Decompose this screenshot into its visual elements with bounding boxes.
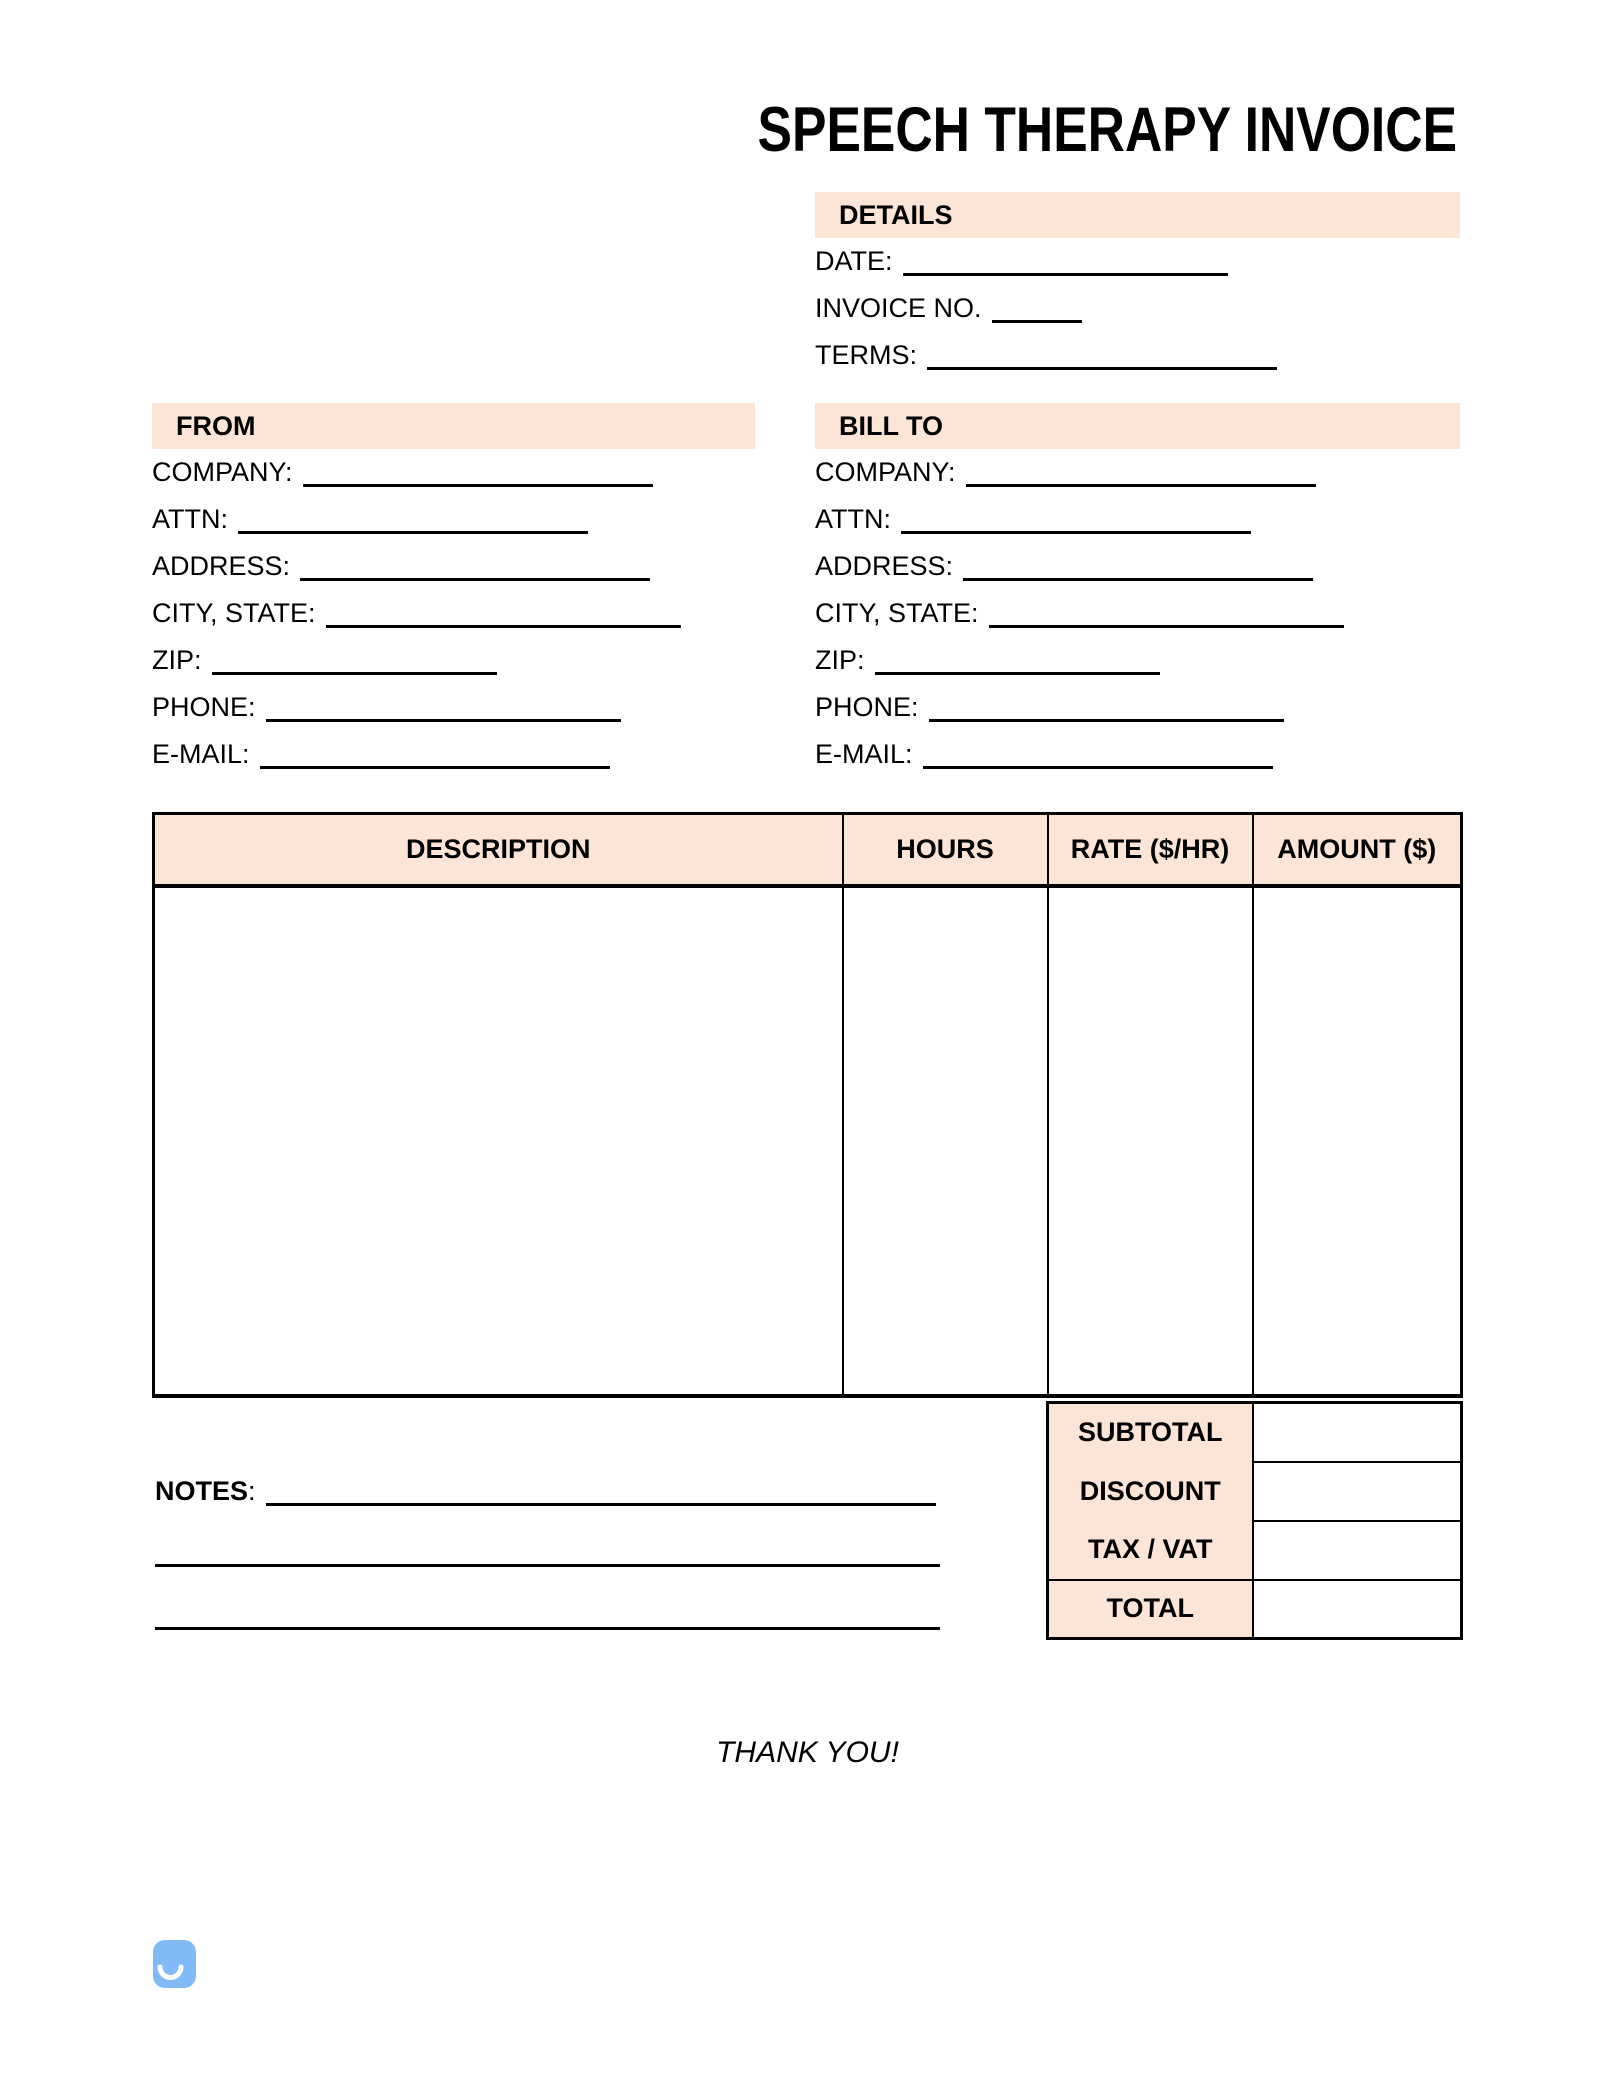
- bill-to-address-fill-line: [963, 577, 1313, 581]
- details-field-invoice-no: [815, 285, 1460, 332]
- page-title: SPEECH THERAPY INVOICE: [757, 95, 1457, 165]
- summary-label-total: TOTAL: [1048, 1580, 1253, 1639]
- bill-to-phone-fill-line: [929, 718, 1284, 722]
- bill-to-company-label: COMPANY:: [815, 457, 956, 487]
- details-field-date: [815, 238, 1460, 285]
- summary-row-discount: [1048, 1462, 1462, 1521]
- notes-separator: :: [248, 1476, 256, 1506]
- summary-value-total: [1253, 1580, 1462, 1639]
- notes-fill-line-2: [155, 1564, 940, 1567]
- summary-label-subtotal: SUBTOTAL: [1048, 1403, 1253, 1462]
- items-cell-rate: [1048, 886, 1253, 1396]
- bill-to-zip-label: ZIP:: [815, 645, 865, 675]
- from-field-phone: [152, 684, 755, 731]
- terms-label: TERMS:: [815, 340, 918, 370]
- date-fill-line: [903, 272, 1228, 276]
- thank-you-text: THANK YOU!: [716, 1736, 899, 1769]
- bill-to-city-state-label: CITY, STATE:: [815, 598, 979, 628]
- notes-field: [155, 1468, 936, 1515]
- from-attn-fill-line: [238, 530, 588, 534]
- items-table: [152, 812, 1463, 1398]
- summary-value-tax-vat: [1253, 1521, 1462, 1580]
- items-cell-hours: [843, 886, 1048, 1396]
- bill-to-attn-label: ATTN:: [815, 504, 891, 534]
- from-field-address: [152, 543, 755, 590]
- from-field-attn: [152, 496, 755, 543]
- notes-fill-line-1: [266, 1502, 936, 1506]
- bill-to-email-fill-line: [923, 765, 1273, 769]
- from-phone-label: PHONE:: [152, 692, 256, 722]
- from-city-state-label: CITY, STATE:: [152, 598, 316, 628]
- from-city-state-fill-line: [326, 624, 681, 628]
- bill-to-header: BILL TO: [815, 403, 1460, 449]
- bill-to-field-city-state: [815, 590, 1460, 637]
- from-address-label: ADDRESS:: [152, 551, 291, 581]
- bill-to-phone-label: PHONE:: [815, 692, 919, 722]
- items-cell-amount: [1253, 886, 1462, 1396]
- summary-row-subtotal: [1048, 1403, 1462, 1462]
- bill-to-field-address: [815, 543, 1460, 590]
- details-field-terms: [815, 332, 1460, 379]
- from-company-fill-line: [303, 483, 653, 487]
- items-table-empty-row: [154, 886, 1462, 1396]
- bill-to-city-state-fill-line: [989, 624, 1344, 628]
- bill-to-field-attn: [815, 496, 1460, 543]
- from-field-city-state: [152, 590, 755, 637]
- notes-label: NOTES: [155, 1476, 249, 1506]
- bill-to-attn-fill-line: [901, 530, 1251, 534]
- summary-table: [1046, 1401, 1463, 1640]
- bill-to-email-label: E-MAIL:: [815, 739, 913, 769]
- smile-logo-icon: [153, 1940, 196, 1988]
- from-company-label: COMPANY:: [152, 457, 293, 487]
- from-zip-fill-line: [212, 671, 497, 675]
- bill-to-company-fill-line: [966, 483, 1316, 487]
- summary-value-discount: [1253, 1462, 1462, 1521]
- from-address-fill-line: [300, 577, 650, 581]
- summary-value-subtotal: [1253, 1403, 1462, 1462]
- bill-to-field-phone: [815, 684, 1460, 731]
- details-header: DETAILS: [815, 192, 1460, 238]
- summary-label-discount: DISCOUNT: [1048, 1462, 1253, 1521]
- invoice-no-fill-line: [992, 319, 1082, 323]
- invoice-no-label: INVOICE NO.: [815, 293, 982, 323]
- items-col-rate: RATE ($/HR): [1048, 814, 1253, 886]
- items-col-amount: AMOUNT ($): [1253, 814, 1462, 886]
- from-attn-label: ATTN:: [152, 504, 228, 534]
- bill-to-field-company: [815, 449, 1460, 496]
- summary-label-tax-vat: TAX / VAT: [1048, 1521, 1253, 1580]
- bill-to-field-email: [815, 731, 1460, 778]
- items-col-hours: HOURS: [843, 814, 1048, 886]
- bill-to-field-zip: [815, 637, 1460, 684]
- date-label: DATE:: [815, 246, 893, 276]
- from-field-zip: [152, 637, 755, 684]
- details-section: [815, 192, 1460, 379]
- items-cell-description: [154, 886, 843, 1396]
- bill-to-address-label: ADDRESS:: [815, 551, 954, 581]
- from-email-fill-line: [260, 765, 610, 769]
- logo: [153, 1940, 196, 1988]
- from-field-email: [152, 731, 755, 778]
- from-field-company: [152, 449, 755, 496]
- summary-row-total: [1048, 1580, 1462, 1639]
- items-table-header-row: [154, 814, 1462, 886]
- bill-to-section: [815, 403, 1460, 778]
- summary-row-tax-vat: [1048, 1521, 1462, 1580]
- from-header: FROM: [152, 403, 755, 449]
- bill-to-zip-fill-line: [875, 671, 1160, 675]
- from-email-label: E-MAIL:: [152, 739, 250, 769]
- from-section: [152, 403, 755, 778]
- items-col-description: DESCRIPTION: [154, 814, 843, 886]
- from-phone-fill-line: [266, 718, 621, 722]
- from-zip-label: ZIP:: [152, 645, 202, 675]
- terms-fill-line: [927, 366, 1277, 370]
- notes-fill-line-3: [155, 1627, 940, 1630]
